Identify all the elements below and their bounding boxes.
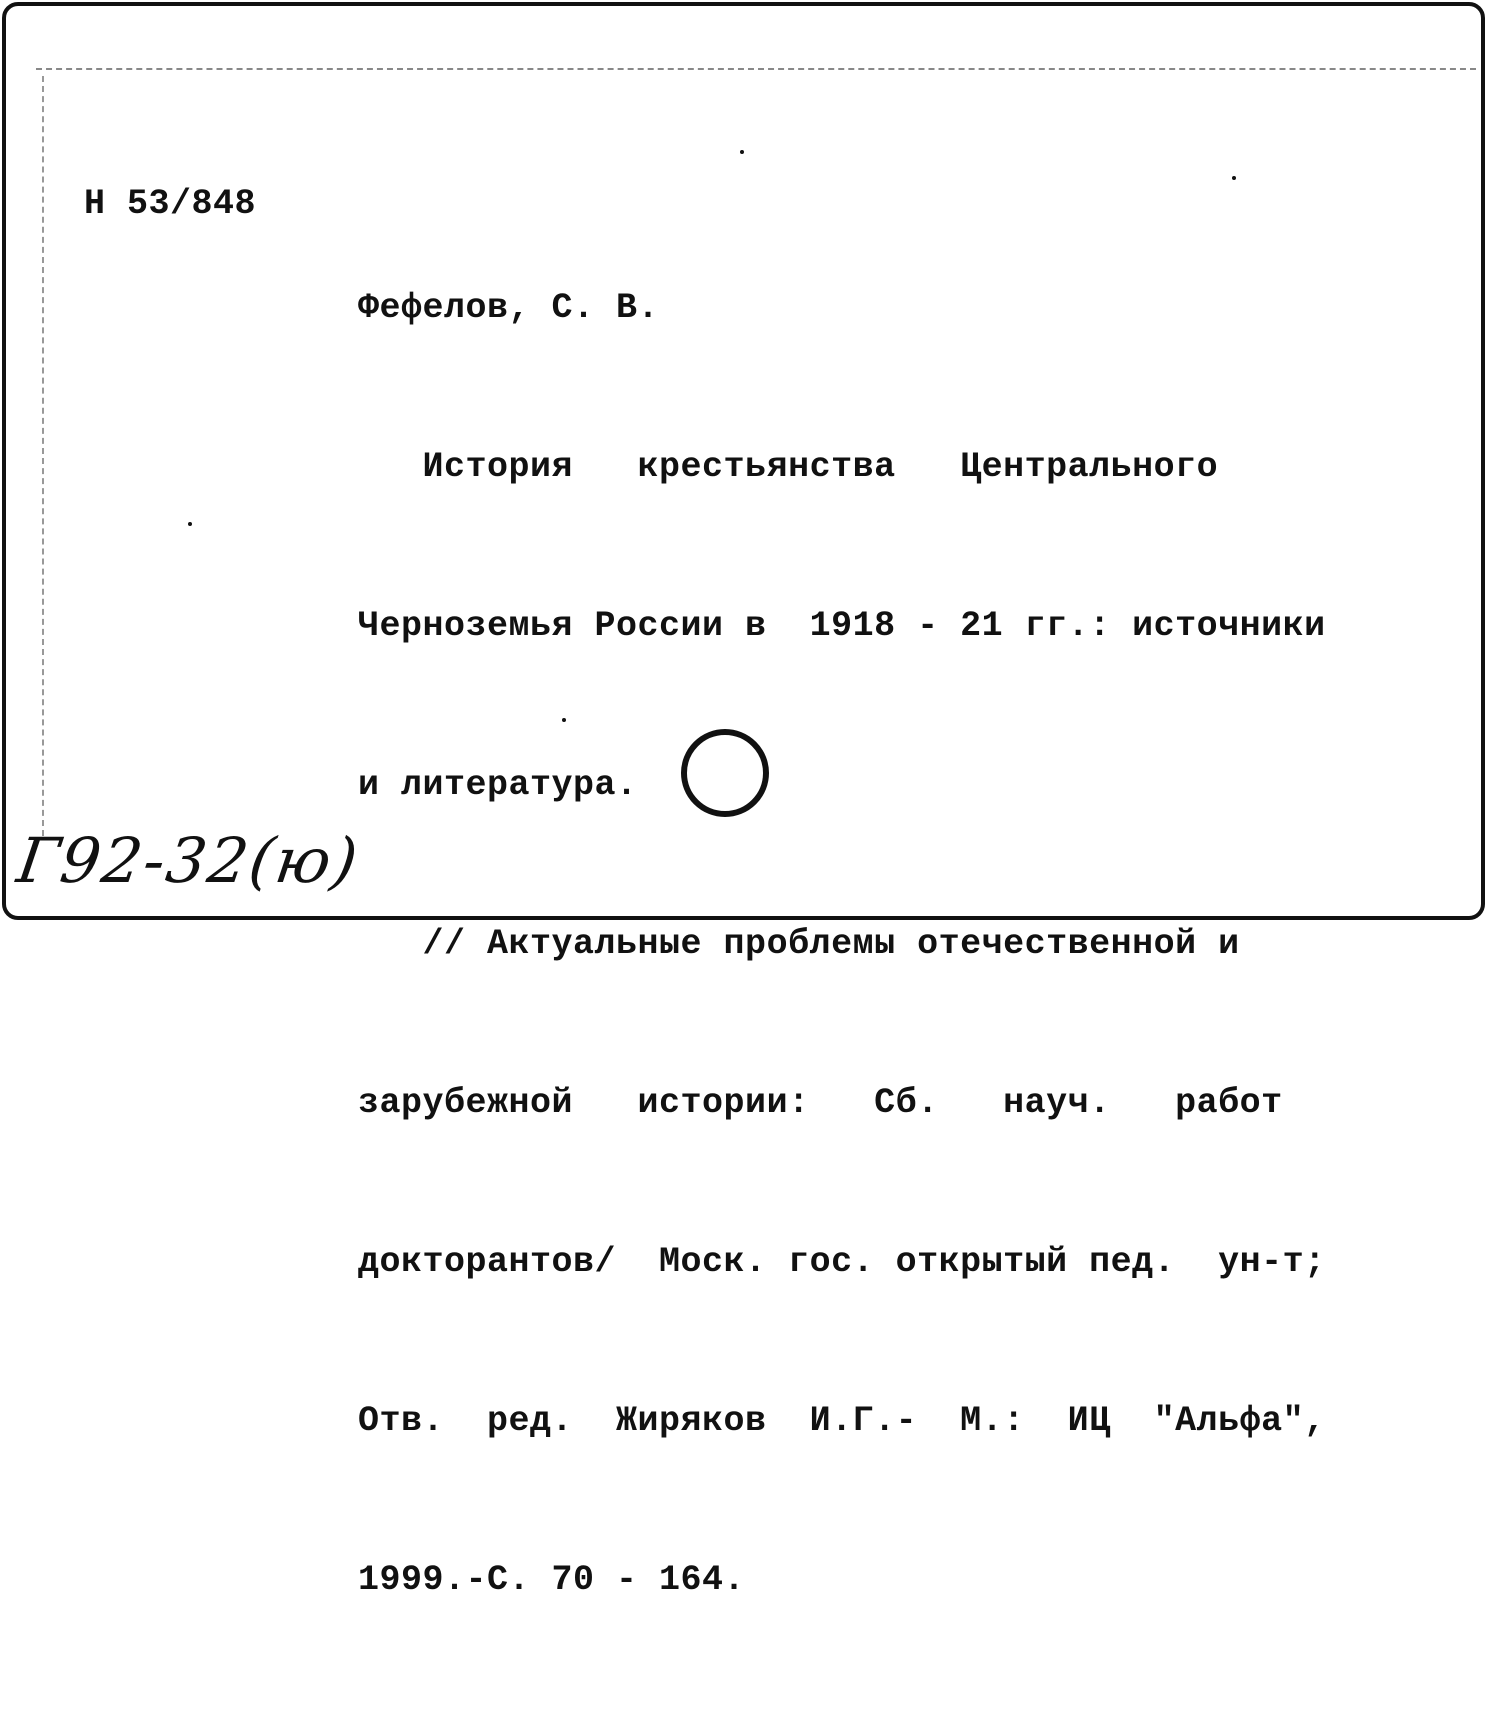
title-line: Черноземья России в 1918 - 21 гг.: источники [358,606,1326,646]
title-line: и литература. [358,765,638,805]
source-line: зарубежной истории: Сб. науч. работ [358,1083,1283,1123]
bibliographic-entry [358,176,1326,1713]
dust-speck [740,150,744,154]
dust-speck [188,522,192,526]
handwritten-code: Г92-32(ю) [12,824,364,897]
source-line: // Актуальные проблемы отечественной и [358,924,1240,964]
card-left-rule [42,76,44,836]
source-line: докторантов/ Моск. гос. открытый пед. ун-т; [358,1242,1326,1282]
author-line: Фефелов, С. В. [358,288,660,328]
pages-line: 1999.-С. 70 - 164. [358,1560,746,1600]
call-number: Н 53/848 [84,184,257,224]
source-line: Отв. ред. Жиряков И.Г.- М.: ИЦ "Альфа", [358,1401,1326,1441]
punch-hole [681,729,769,817]
card-top-rule [36,68,1476,70]
catalog-card [2,2,1485,1600]
title-line: История крестьянства Центрального [358,447,1219,487]
